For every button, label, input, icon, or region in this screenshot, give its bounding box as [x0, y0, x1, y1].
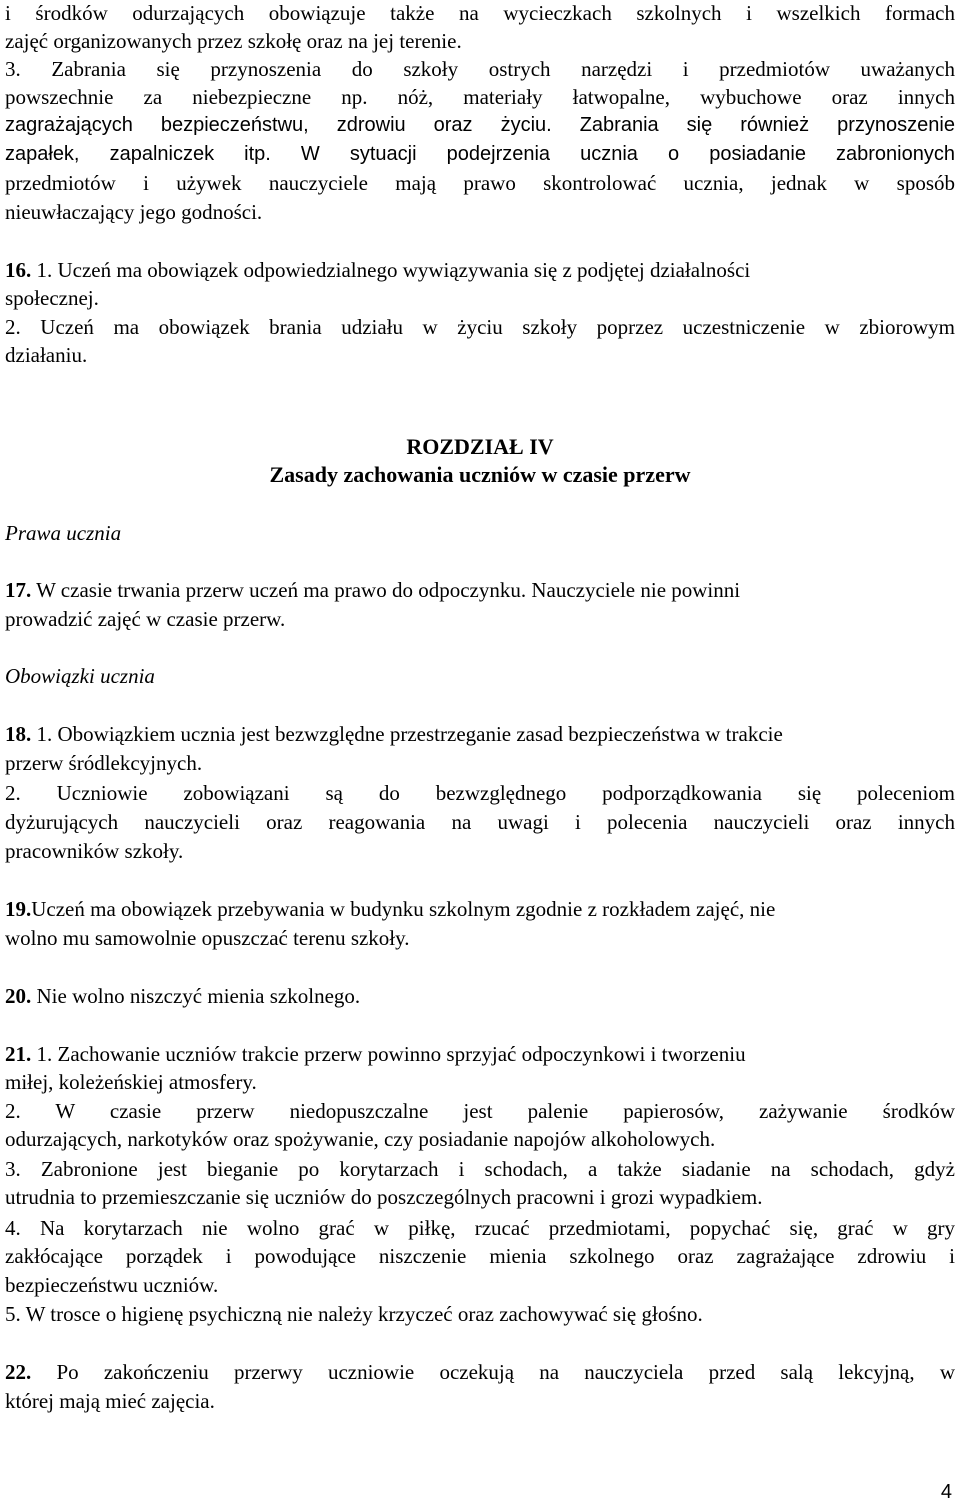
text-line: nieuwłaczający jego godności. — [5, 200, 263, 224]
text-line: zapałek, zapalniczek itp. W sytuacji podejrzenia ucznia o posiadanie zabronionych — [5, 143, 955, 165]
section-17-line: 17. W czasie trwania przerw uczeń ma prawo do odpoczynku. Nauczyciele nie powinni — [5, 578, 741, 602]
text-line: miłej, koleżeńskiej atmosfery. — [5, 1070, 257, 1094]
text-line: prowadzić zajęć w czasie przerw. — [5, 607, 286, 631]
text-line: powszechnie za niebezpieczne np. nóż, materiały łatwopalne, wybuchowe oraz innych — [5, 85, 955, 109]
section-number: 16. — [5, 258, 32, 282]
chapter-number: ROZDZIAŁ IV — [406, 434, 554, 459]
section-number: 18. — [5, 722, 32, 746]
rights-heading: Prawa ucznia — [5, 521, 122, 545]
text-line: przedmiotów i używek nauczyciele mają prawo skontrolować ucznia, jednak w sposób — [5, 171, 955, 195]
section-number: 21. — [5, 1042, 32, 1066]
section-16-line: 16. 1. Uczeń ma obowiązek odpowiedzialnego wywiązywania się z podjętej działalności — [5, 258, 751, 282]
text-line: wolno mu samowolnie opuszczać terenu szkoły. — [5, 926, 410, 950]
section-number: 17. — [5, 578, 32, 602]
text-line: 3. Zabrania się przynoszenia do szkoły ostrych narzędzi i przedmiotów uważanych — [5, 57, 955, 81]
text-line: której mają mieć zajęcia. — [5, 1389, 215, 1413]
section-20-line: 20. Nie wolno niszczyć mienia szkolnego. — [5, 984, 361, 1008]
duties-heading: Obowiązki ucznia — [5, 664, 155, 688]
text-line: i środków odurzających obowiązuje także na wycieczkach szkolnych i wszelkich formach — [5, 1, 955, 25]
section-number: 19. — [5, 897, 32, 921]
section-22-line: 22. Po zakończeniu przerwy uczniowie oczekują na nauczyciela przed salą lekcyjną, w — [5, 1360, 955, 1384]
text-line: 5. W trosce o higienę psychiczną nie należy krzyczeć oraz zachowywać się głośno. — [5, 1302, 703, 1326]
text-line: działaniu. — [5, 343, 88, 367]
text-line: odurzających, narkotyków oraz spożywanie, czy posiadanie napojów alkoholowych. — [5, 1127, 716, 1151]
text-line: przerw śródlekcyjnych. — [5, 751, 203, 775]
text-line: bezpieczeństwu uczniów. — [5, 1273, 219, 1297]
text-line: 2. Uczeń ma obowiązek brania udziału w życiu szkoły poprzez uczestniczenie w zbiorowym — [5, 315, 955, 339]
text-line: 2. Uczniowie zobowiązani są do bezwzględnego podporządkowania się poleceniom — [5, 781, 955, 805]
text-line: zagrażających bezpieczeństwu, zdrowiu oraz życiu. Zabrania się również przynoszenie — [5, 114, 955, 136]
text-line: 4. Na korytarzach nie wolno grać w piłkę, rzucać przedmiotami, popychać się, grać w gry — [5, 1216, 955, 1240]
page-number: 4 — [940, 1481, 952, 1503]
section-21-line: 21. 1. Zachowanie uczniów trakcie przerw powinno sprzyjać odpoczynkowi i tworzeniu — [5, 1042, 746, 1066]
section-number: 22. — [5, 1360, 32, 1384]
text-line: zakłócające porządek i powodujące niszczenie mienia szkolnego oraz zagrażające zdrowiu i — [5, 1244, 955, 1268]
text-line: dyżurujących nauczycieli oraz reagowania na uwagi i polecenia nauczycieli oraz innych — [5, 810, 955, 834]
section-19-line: 19.Uczeń ma obowiązek przebywania w budynku szkolnym zgodnie z rozkładem zajęć, nie — [5, 897, 776, 921]
text-line: 2. W czasie przerw niedopuszczalne jest palenie papierosów, zażywanie środków — [5, 1099, 955, 1123]
text-line: 3. Zabronione jest bieganie po korytarzach i schodach, a także siadanie na schodach, gdyż — [5, 1157, 955, 1181]
text-line: pracowników szkoły. — [5, 839, 184, 863]
section-18-line: 18. 1. Obowiązkiem ucznia jest bezwzględne przestrzeganie zasad bezpieczeństwa w trakcie — [5, 722, 783, 746]
text-line: utrudnia to przemieszczanie się uczniów do poszczególnych pracowni i grozi wypadkiem. — [5, 1185, 763, 1209]
text-line: zajęć organizowanych przez szkołę oraz na jej terenie. — [5, 29, 462, 53]
text-line: społecznej. — [5, 286, 99, 310]
section-number: 20. — [5, 984, 32, 1008]
chapter-title: Zasady zachowania uczniów w czasie przerw — [269, 462, 691, 487]
